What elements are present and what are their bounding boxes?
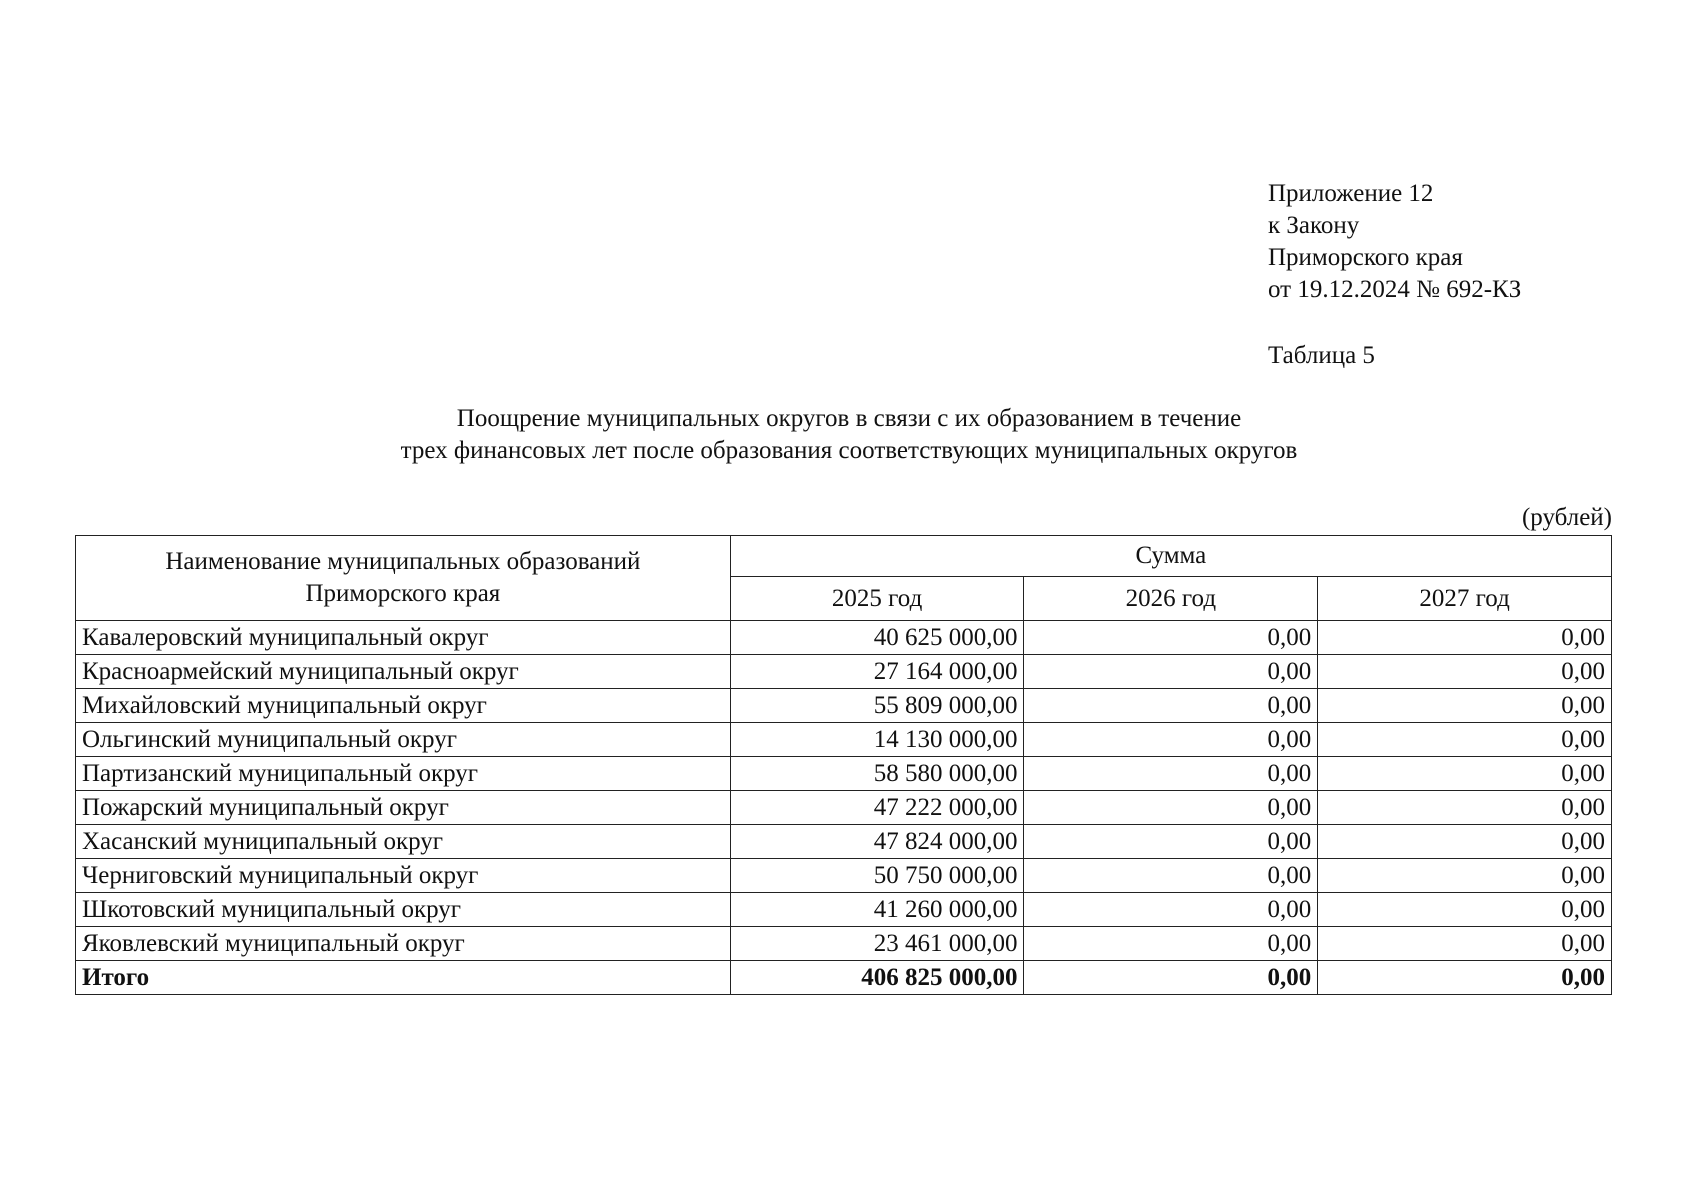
amount-2025: 23 461 000,00 bbox=[730, 927, 1024, 961]
annex-number: Приложение 12 bbox=[1268, 180, 1434, 207]
amount-2026: 0,00 bbox=[1024, 927, 1318, 961]
municipality-name: Хасанский муниципальный округ bbox=[76, 825, 731, 859]
annex-header bbox=[1268, 178, 1521, 306]
amount-2027: 0,00 bbox=[1318, 825, 1612, 859]
municipality-name: Шкотовский муниципальный округ bbox=[76, 893, 731, 927]
total-label: Итого bbox=[76, 961, 731, 995]
amount-2027: 0,00 bbox=[1318, 757, 1612, 791]
amount-2025: 47 824 000,00 bbox=[730, 825, 1024, 859]
header-sum: Сумма bbox=[730, 536, 1611, 577]
total-2026: 0,00 bbox=[1024, 961, 1318, 995]
table-row bbox=[76, 723, 1612, 757]
total-2025: 406 825 000,00 bbox=[730, 961, 1024, 995]
table-row bbox=[76, 893, 1612, 927]
table-row bbox=[76, 655, 1612, 689]
table-row bbox=[76, 825, 1612, 859]
table-row bbox=[76, 859, 1612, 893]
header-year-2026: 2026 год bbox=[1024, 577, 1318, 621]
table-row bbox=[76, 757, 1612, 791]
budget-table bbox=[75, 535, 1612, 995]
table-row bbox=[76, 689, 1612, 723]
municipality-name: Кавалеровский муниципальный округ bbox=[76, 621, 731, 655]
header-year-2027: 2027 год bbox=[1318, 577, 1612, 621]
table-number: Таблица 5 bbox=[1268, 342, 1375, 369]
amount-2025: 40 625 000,00 bbox=[730, 621, 1024, 655]
amount-2027: 0,00 bbox=[1318, 791, 1612, 825]
total-row bbox=[76, 961, 1612, 995]
amount-2026: 0,00 bbox=[1024, 893, 1318, 927]
title-line-2: трех финансовых лет после образования соответствующих муниципальных округов bbox=[400, 437, 1298, 464]
amount-2026: 0,00 bbox=[1024, 825, 1318, 859]
municipality-name: Партизанский муниципальный округ bbox=[76, 757, 731, 791]
annex-date-number: от 19.12.2024 № 692-КЗ bbox=[1268, 276, 1522, 303]
annex-law-ref: к Закону bbox=[1268, 212, 1360, 239]
amount-2026: 0,00 bbox=[1024, 621, 1318, 655]
municipality-name: Пожарский муниципальный округ bbox=[76, 791, 731, 825]
amount-2025: 41 260 000,00 bbox=[730, 893, 1024, 927]
amount-2025: 14 130 000,00 bbox=[730, 723, 1024, 757]
municipality-name: Михайловский муниципальный округ bbox=[76, 689, 731, 723]
amount-2026: 0,00 bbox=[1024, 723, 1318, 757]
municipality-name: Яковлевский муниципальный округ bbox=[76, 927, 731, 961]
header-year-2025: 2025 год bbox=[730, 577, 1024, 621]
amount-2027: 0,00 bbox=[1318, 723, 1612, 757]
amount-2025: 47 222 000,00 bbox=[730, 791, 1024, 825]
table-row bbox=[76, 621, 1612, 655]
municipality-name: Красноармейский муниципальный округ bbox=[76, 655, 731, 689]
amount-2025: 50 750 000,00 bbox=[730, 859, 1024, 893]
total-2027: 0,00 bbox=[1318, 961, 1612, 995]
title-line-1: Поощрение муниципальных округов в связи с их образованием в течение bbox=[456, 405, 1242, 432]
amount-2026: 0,00 bbox=[1024, 791, 1318, 825]
table-row bbox=[76, 927, 1612, 961]
municipality-name: Черниговский муниципальный округ bbox=[76, 859, 731, 893]
annex-region: Приморского края bbox=[1268, 244, 1463, 271]
amount-2025: 58 580 000,00 bbox=[730, 757, 1024, 791]
municipality-name: Ольгинский муниципальный округ bbox=[76, 723, 731, 757]
amount-2026: 0,00 bbox=[1024, 757, 1318, 791]
amount-2026: 0,00 bbox=[1024, 859, 1318, 893]
amount-2027: 0,00 bbox=[1318, 621, 1612, 655]
amount-2027: 0,00 bbox=[1318, 655, 1612, 689]
amount-2025: 27 164 000,00 bbox=[730, 655, 1024, 689]
amount-2027: 0,00 bbox=[1318, 859, 1612, 893]
amount-2027: 0,00 bbox=[1318, 893, 1612, 927]
document-title bbox=[0, 403, 1698, 467]
units-label: (рублей) bbox=[1521, 504, 1612, 531]
amount-2026: 0,00 bbox=[1024, 655, 1318, 689]
amount-2027: 0,00 bbox=[1318, 689, 1612, 723]
amount-2027: 0,00 bbox=[1318, 927, 1612, 961]
amount-2026: 0,00 bbox=[1024, 689, 1318, 723]
table-row bbox=[76, 791, 1612, 825]
amount-2025: 55 809 000,00 bbox=[730, 689, 1024, 723]
header-municipality-name: Наименование муниципальных образований Приморского края bbox=[76, 536, 731, 621]
